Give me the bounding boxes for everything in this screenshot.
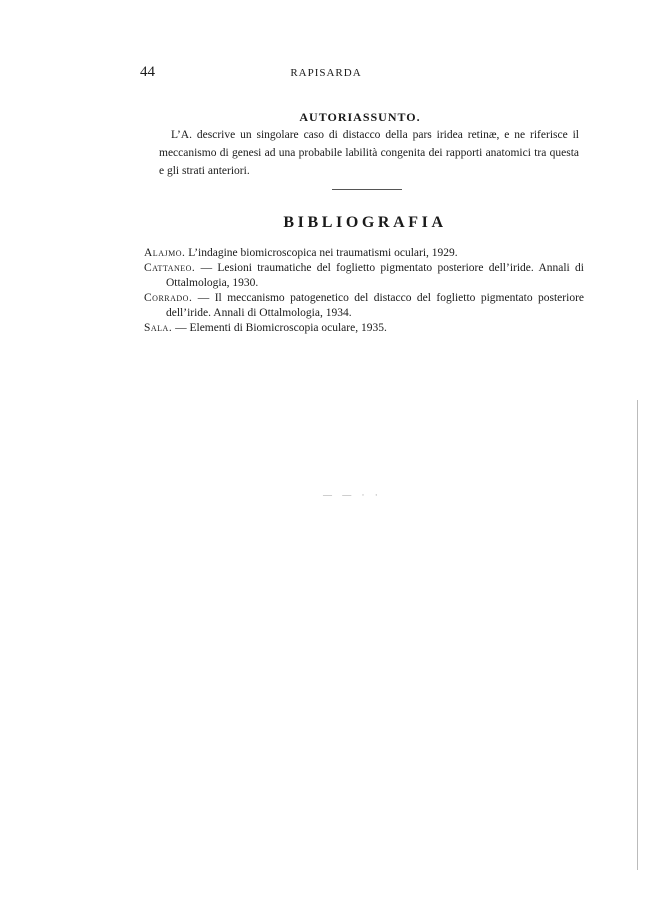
running-head: RAPISARDA	[290, 67, 362, 79]
bibliography-entry-alajmo	[144, 246, 584, 261]
scan-artifact-dashes: — — · ·	[323, 490, 382, 500]
bibliography-author: Cattaneo.	[144, 262, 196, 274]
bibliography-text: L’indagine biomicroscopica nei traumatismi oculari, 1929.	[185, 247, 458, 259]
bibliography-author: Alajmo.	[144, 247, 186, 259]
bibliography-list	[144, 246, 584, 336]
bibliography-author: Corrado.	[144, 292, 193, 304]
abstract-text: L’A. descrive un singolare caso di distacco della pars iridea retinæ, e ne riferisce il meccanismo di genesi ad una probabile labilità congenita dei rapporti anatomici tra questa e gli strati anteriori.	[159, 129, 579, 177]
bibliography-entry-corrado	[144, 291, 584, 321]
bibliography-text: — Elementi di Biomicroscopia oculare, 1935.	[172, 322, 387, 334]
section-divider	[332, 189, 402, 190]
bibliography-heading: BIBLIOGRAFIA	[283, 214, 447, 231]
bibliography-text: — Il meccanismo patogenetico del distacco del foglietto pigmentato posteriore dell’iride. Annali di Ottalmologia, 1934.	[166, 292, 584, 319]
bibliography-text: — Lesioni traumatiche del foglietto pigmentato posteriore dell’iride. Annali di Ottalmologia, 1930.	[166, 262, 584, 289]
page-number: 44	[140, 64, 155, 80]
bibliography-entry-sala	[144, 321, 584, 336]
abstract-heading: AUTORIASSUNTO.	[299, 110, 421, 124]
page-edge-line	[637, 400, 638, 870]
bibliography-entry-cattaneo	[144, 261, 584, 291]
bibliography-author: Sala.	[144, 322, 173, 334]
